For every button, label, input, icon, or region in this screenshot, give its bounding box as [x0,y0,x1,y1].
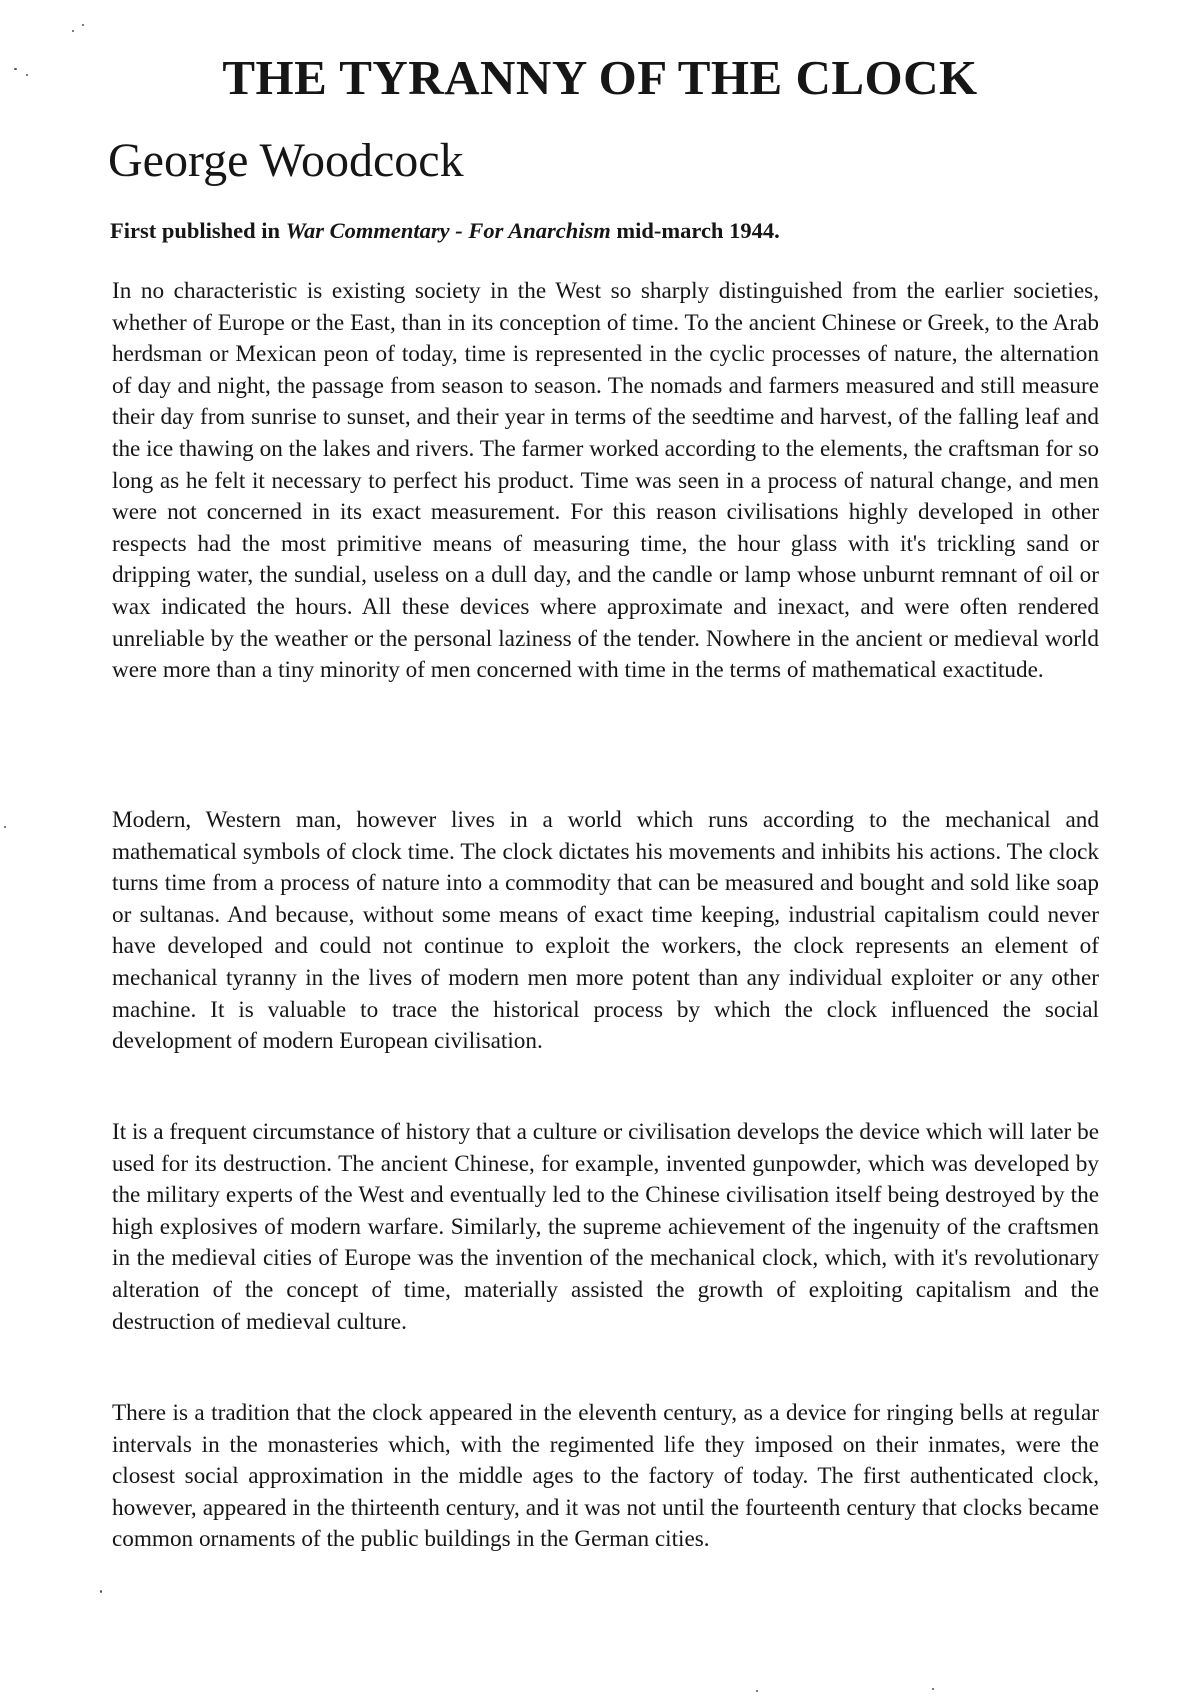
scan-speck [100,1590,102,1593]
paragraph-4: There is a tradition that the clock appeared in the eleventh century, as a device for ringing bells at regular intervals in the monasteries which, with the regimented life they imposed on their inmates, were the closest social approximation in the middle ages to the factory of today. The first authenticated clock, however, appeared in the thirteenth century, and it was not until the fourteenth century that clocks became common ornaments of the public buildings in the German cities. [112,1400,1099,1553]
publication-suffix: mid-march 1944. [610,218,780,243]
publication-line [110,216,780,246]
scan-speck [932,1688,934,1690]
document-title: THE TYRANNY OF THE CLOCK [222,50,978,105]
scan-speck [14,68,17,70]
paragraph-3: It is a frequent circumstance of history that a culture or civilisation develops the device which will later be used for its destruction. The ancient Chinese, for example, invented gunpowder, which was developed by the military experts of the West and eventually led to the Chinese civilisation itself being destroyed by the high explosives of modern warfare. Similarly, the supreme achievement of the ingenuity of the craftsmen in the medieval cities of Europe was the invention of the mechanical clock, which, with it's revolutionary alteration of the concept of time, materially assisted the growth of exploiting capitalism and the destruction of medieval culture. [112,1119,1099,1335]
publication-name: War Commentary - For Anarchism [285,218,611,243]
paragraph-2: Modern, Western man, however lives in a world which runs according to the mechanical and mathematical symbols of clock time. The clock dictates his movements and inhibits his actions. The clock turns time from a process of nature into a commodity that can be measured and bought and sold like soap or sultanas. And because, without some means of exact time keeping, industrial capitalism could never have developed and could not continue to exploit the workers, the clock represents an element of mechanical tyranny in the lives of modern men more potent than any individual exploiter or any other machine. It is valuable to trace the historical process by which the clock influenced the social development of modern European civilisation. [112,807,1099,1055]
paragraph-1: In no characteristic is existing society in the West so sharply distinguished from the earlier societies, whether of Europe or the East, than in its conception of time. To the ancient Chinese or Greek, to the Arab herdsman or Mexican peon of today, time is represented in the cyclic processes of nature, the alternation of day and night, the passage from season to season. The nomads and farmers measured and still measure their day from sunrise to sunset, and their year in terms of the seedtime and harvest, of the falling leaf and the ice thawing on the lakes and rivers. The farmer worked according to the elements, the craftsman for so long as he felt it necessary to perfect his product. Time was seen in a process of natural change, and men were not concerned in its exact measurement. For this reason civilisations highly developed in other respects had the most primitive means of measuring time, the hour glass with it's trickling sand or dripping water, the sundial, useless on a dull day, and the candle or lamp whose unburnt remnant of oil or wax indicated the hours. All these devices where approximate and inexact, and were often rendered unreliable by the weather or the personal laziness of the tender. Nowhere in the ancient or medieval world were more than a tiny minority of men concerned with time in the terms of mathematical exactitude. [112,278,1099,684]
scan-speck [4,826,6,828]
publication-prefix: First published in [110,218,286,243]
scan-speck [82,24,84,26]
scan-speck [26,74,28,76]
scan-speck [72,30,74,32]
author-name: George Woodcock [108,134,464,187]
scan-speck [756,1690,758,1692]
